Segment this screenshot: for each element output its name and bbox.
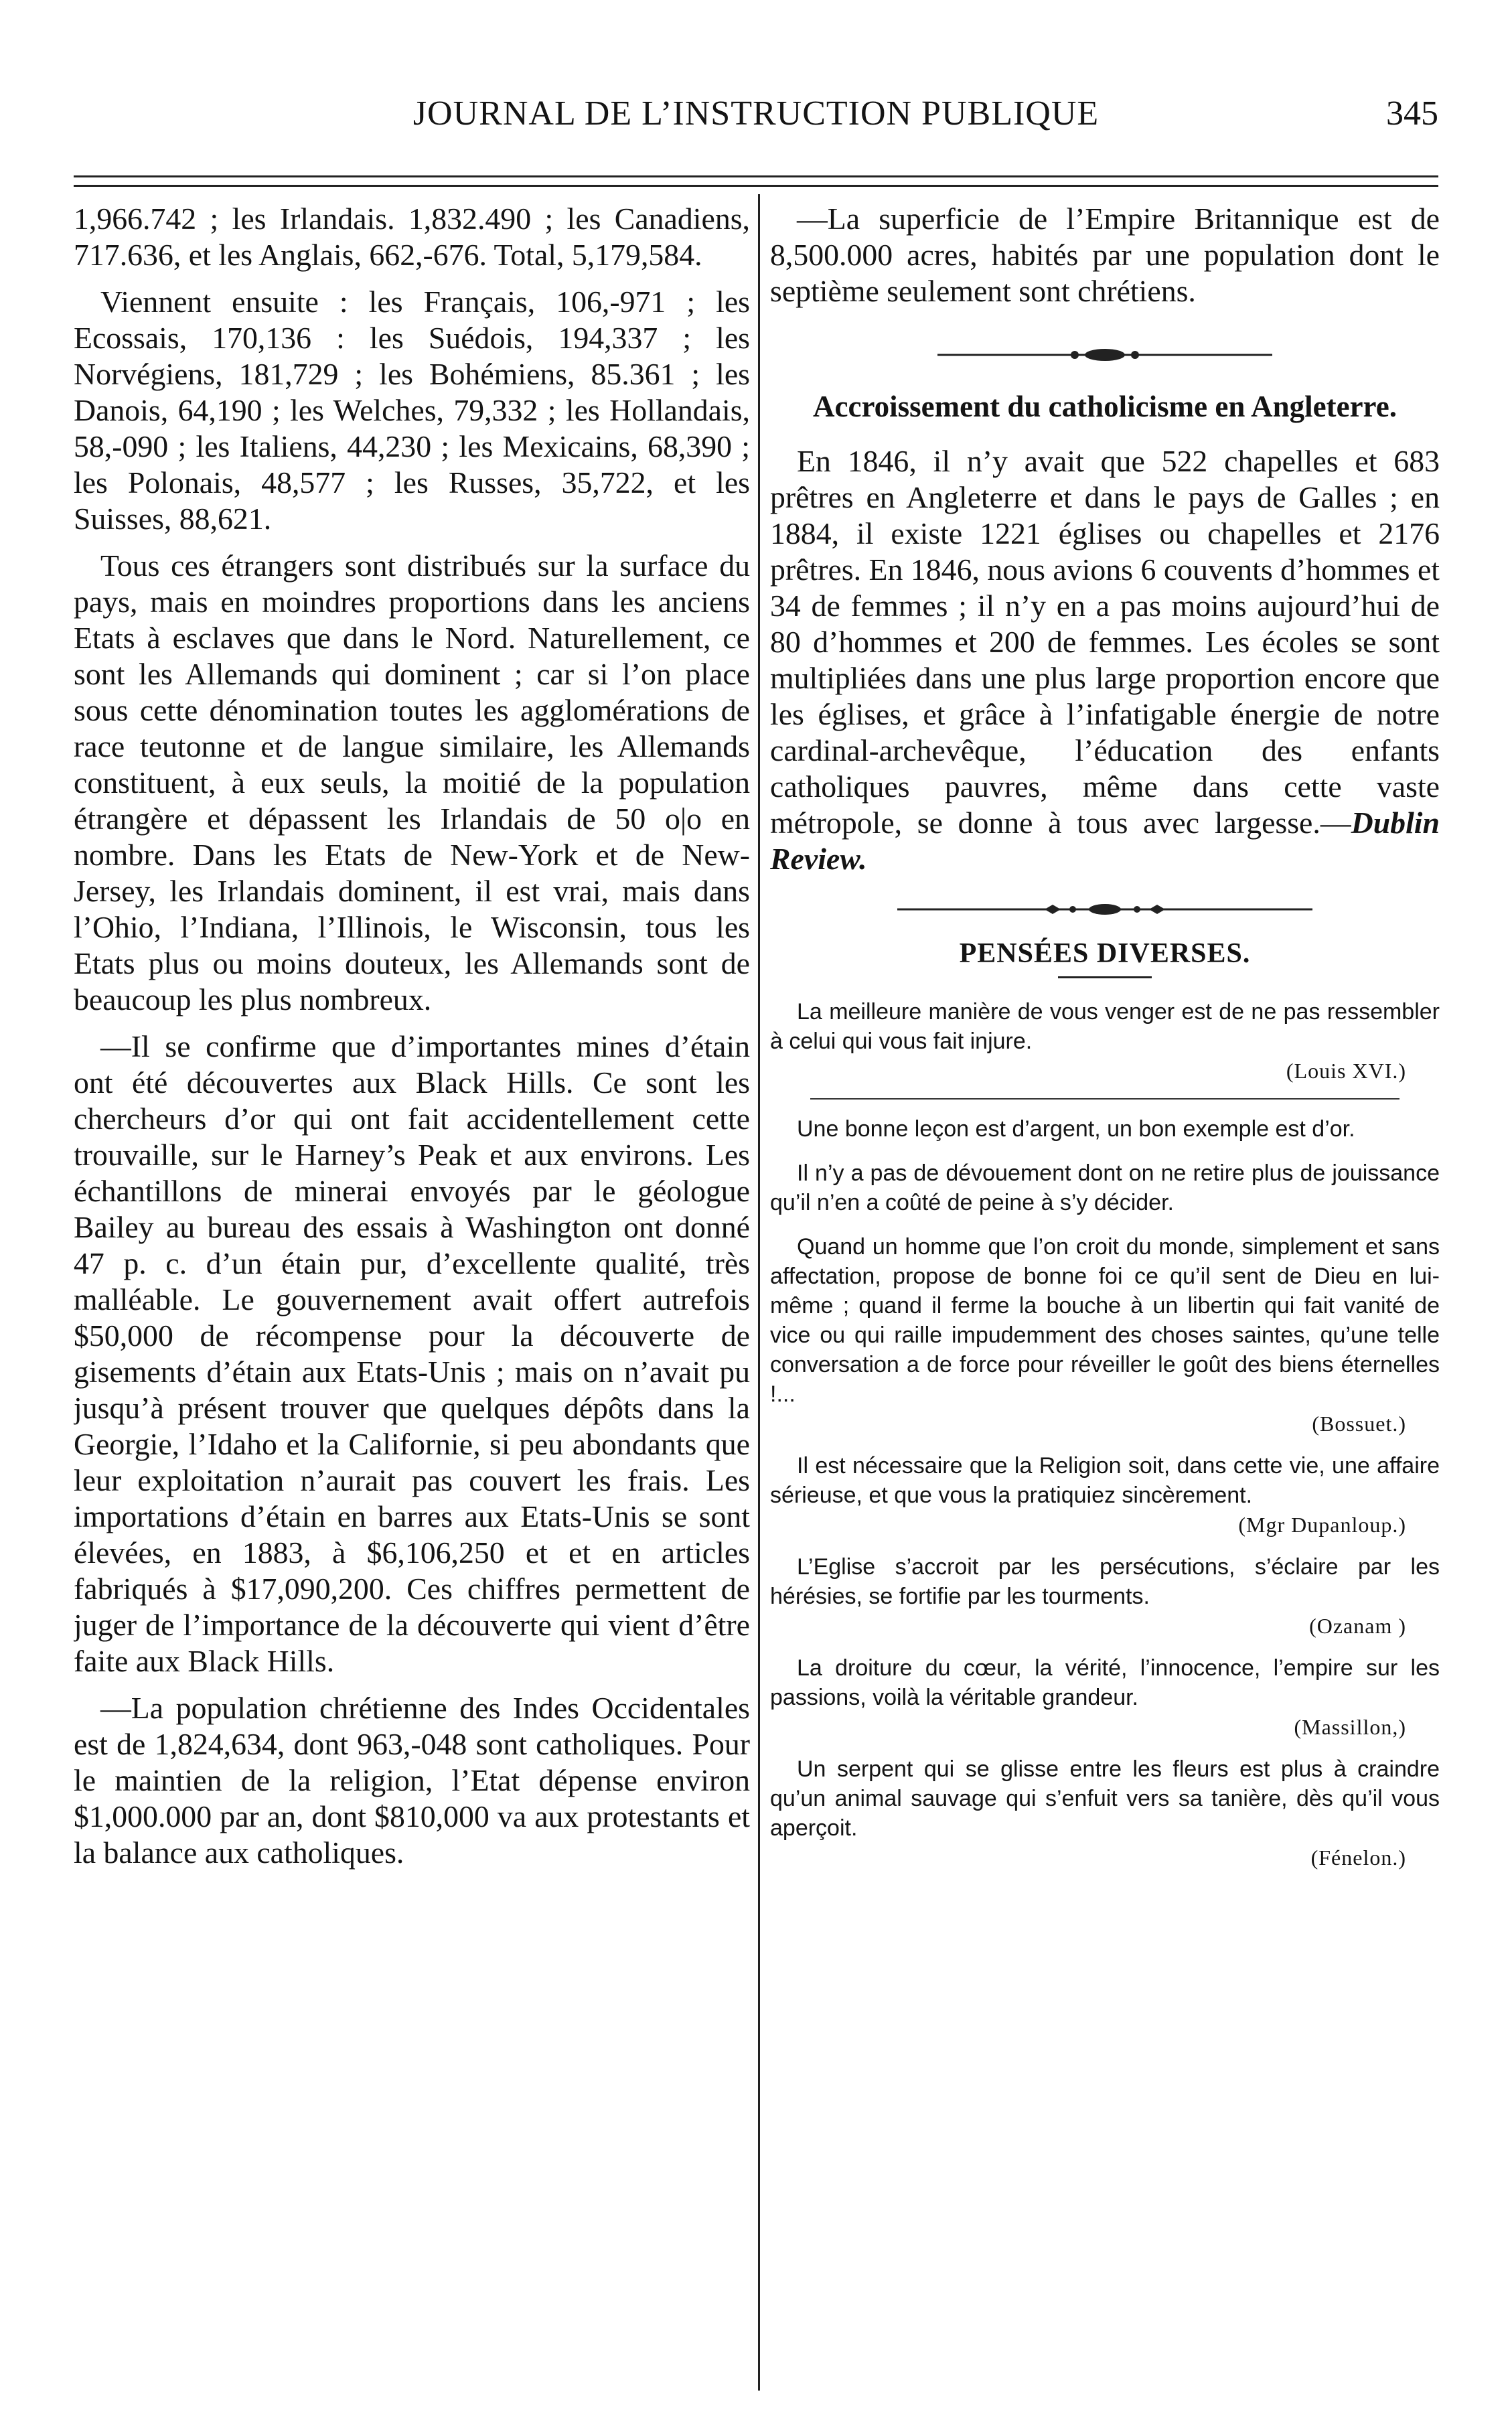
section-heading: Accroissement du catholicisme en Angleterre. (813, 390, 1397, 423)
quote-4-attribution: (Bossuet.) (1312, 1412, 1406, 1436)
section-paragraph (770, 443, 1440, 877)
left-paragraph-4: —Il se confirme que d’importantes mines d’étain ont été découvertes aux Black Hills. Ce sont les chercheurs d’or qui ont fait accidentellement cette trouvaille, sur le Harney’s Peak et aux environs. Les échantillons de minerai envoyés par le géologue Bailey au bureau des essais à Washington ont donné 47 p. c. d’un étain pur, d’excellente qualité, très malléable. Le gouvernement avait offert autrefois $50,000 de récompense pour la découverte de gisements d’étain aux Etats-Unis ; mais on n’avait pu jusqu’à présent trouver que quelques dépôts dans la Georgie, l’Idaho et la Californie, si peu abondants que leur exploitation n’aurait pas couvert les frais. Les importations d’étain en barres aux Etats-Unis se sont élevées, en 1883, à $6,106,250 et et en articles fabriqués à $17,090,200. Ces chiffres permettent de juger de l’importance de la découverte qui vient d’être faite aux Black Hills. (74, 1029, 750, 1678)
quote-separator (810, 1098, 1400, 1100)
page-number: 345 (1386, 94, 1438, 133)
header-rule-bottom (74, 185, 1438, 187)
quote-1-attribution: (Louis XVI.) (1286, 1059, 1406, 1083)
section-paragraph-text: En 1846, il n’y avait que 522 chapelles et 683 prêtres en Angleterre et dans le pays de Galles ; en 1884, il existe 1221 églises ou chapelles et 2176 prêtres. En 1846, nous avions 6 couvents d’hommes et 34 de femmes ; il n’y en a pas moins aujourd’hui de 80 d’hommes et 200 de femmes. Les écoles se sont multipliées dans une plus large proportion encore que les églises, et grâce à l’infatigable énergie de notre cardinal-archevêque, l’éducation des enfants catholiques pauvres, même dans cette vaste métropole, se donne à tous avec largesse.— (770, 444, 1440, 840)
column-divider (758, 194, 760, 2391)
left-paragraph-1: 1,966.742 ; les Irlandais. 1,832.490 ; les Canadiens, 717.636, et les Anglais, 662,-676. Total, 5,179,584. (74, 202, 750, 272)
quote-6-attribution: (Ozanam ) (1309, 1614, 1406, 1638)
quote-2: Une bonne leçon est d’argent, un bon exemple est d’or. (797, 1116, 1355, 1142)
quote-7: La droiture du cœur, la vérité, l’innocence, l’empire sur les passions, voilà la véritable grandeur. (770, 1655, 1440, 1710)
header-rule-top (74, 175, 1438, 177)
ornament-divider-2-icon (897, 901, 1312, 917)
quote-6: L’Eglise s’accroit par les persécutions, s’éclaire par les hérésies, se fortifie par les tourments. (770, 1554, 1440, 1609)
quote-7-attribution: (Massillon,) (1294, 1715, 1406, 1739)
quote-3: Il n’y a pas de dévouement dont on ne retire plus de jouissance qu’il n’en a coûté de peine à s’y décider. (770, 1160, 1440, 1215)
quote-5: Il est nécessaire que la Religion soit, dans cette vie, une affaire sérieuse, et que vous la pratiquiez sincèrement. (770, 1453, 1440, 1508)
left-paragraph-5: —La population chrétienne des Indes Occidentales est de 1,824,634, dont 963,-048 sont catholiques. Pour le maintien de la religion, l’Etat dépense environ $1,000.000 par an, dont $810,000 va aux protestants et la balance aux catholiques. (74, 1691, 750, 1870)
page-header (74, 94, 1438, 147)
right-intro-paragraph: —La superficie de l’Empire Britannique est de 8,500.000 acres, habités par une population dont le septième seulement sont chrétiens. (770, 202, 1440, 308)
quote-1: La meilleure manière de vous venger est de ne pas ressembler à celui qui vous fait injure. (770, 999, 1440, 1054)
left-paragraph-3: Tous ces étrangers sont distribués sur la surface du pays, mais en moindres proportions dans les anciens Etats à esclaves que dans le Nord. Naturellement, ce sont les Allemands qui dominent ; car si l’on place sous cette dénomination toutes les agglomérations de race teutonne et de langue similaire, les Allemands constituent, à eux seuls, la moitié de la population étrangère et dépassent les Irlandais de 50 o|o en nombre. Dans les Etats de New-York et de New-Jersey, les Irlandais dominent, il est vrai, mais dans l’Ohio, l’Indiana, l’Illinois, le Wisconsin, tous les Etats plus ou moins douteux, les Allemands sont de beaucoup les plus nombreux. (74, 548, 750, 1016)
quote-8-attribution: (Fénelon.) (1310, 1845, 1406, 1870)
subsection-heading: PENSÉES DIVERSES. (959, 938, 1251, 969)
left-column (74, 201, 750, 2389)
subsection-rule (1058, 976, 1152, 978)
left-paragraph-2: Viennent ensuite : les Français, 106,-971 ; les Ecossais, 170,136 : les Suédois, 194,337 ; les Norvégiens, 181,729 ; les Bohémiens, 85.361 ; les Danois, 64,190 ; les Welches, 79,332 ; les Hollandais, 58,-090 ; les Italiens, 44,230 ; les Mexicains, 68,390 ; les Polonais, 48,577 ; les Russes, 35,722, et les Suisses, 88,621. (74, 285, 750, 536)
section-paragraph-source: Dublin Review. (770, 806, 1440, 876)
running-title: JOURNAL DE L’INSTRUCTION PUBLIQUE (412, 94, 1100, 133)
right-column (770, 201, 1440, 2389)
quote-5-attribution: (Mgr Dupanloup.) (1238, 1513, 1406, 1537)
ornament-divider-icon (937, 347, 1272, 363)
quote-8: Un serpent qui se glisse entre les fleurs est plus à craindre qu’un animal sauvage qui s’enfuit vers sa tanière, dès qu’il vous aperçoit. (770, 1756, 1440, 1841)
quote-4: Quand un homme que l’on croit du monde, simplement et sans affectation, propose de bonne foi ce qu’il sent de Dieu en lui-même ; quand il ferme la bouche à un libertin qui fait vanité de vice ou qui raille impudemment des choses saintes, qu’une telle conversation a de force pour réveiller le goût des biens éternelles !... (770, 1234, 1440, 1407)
